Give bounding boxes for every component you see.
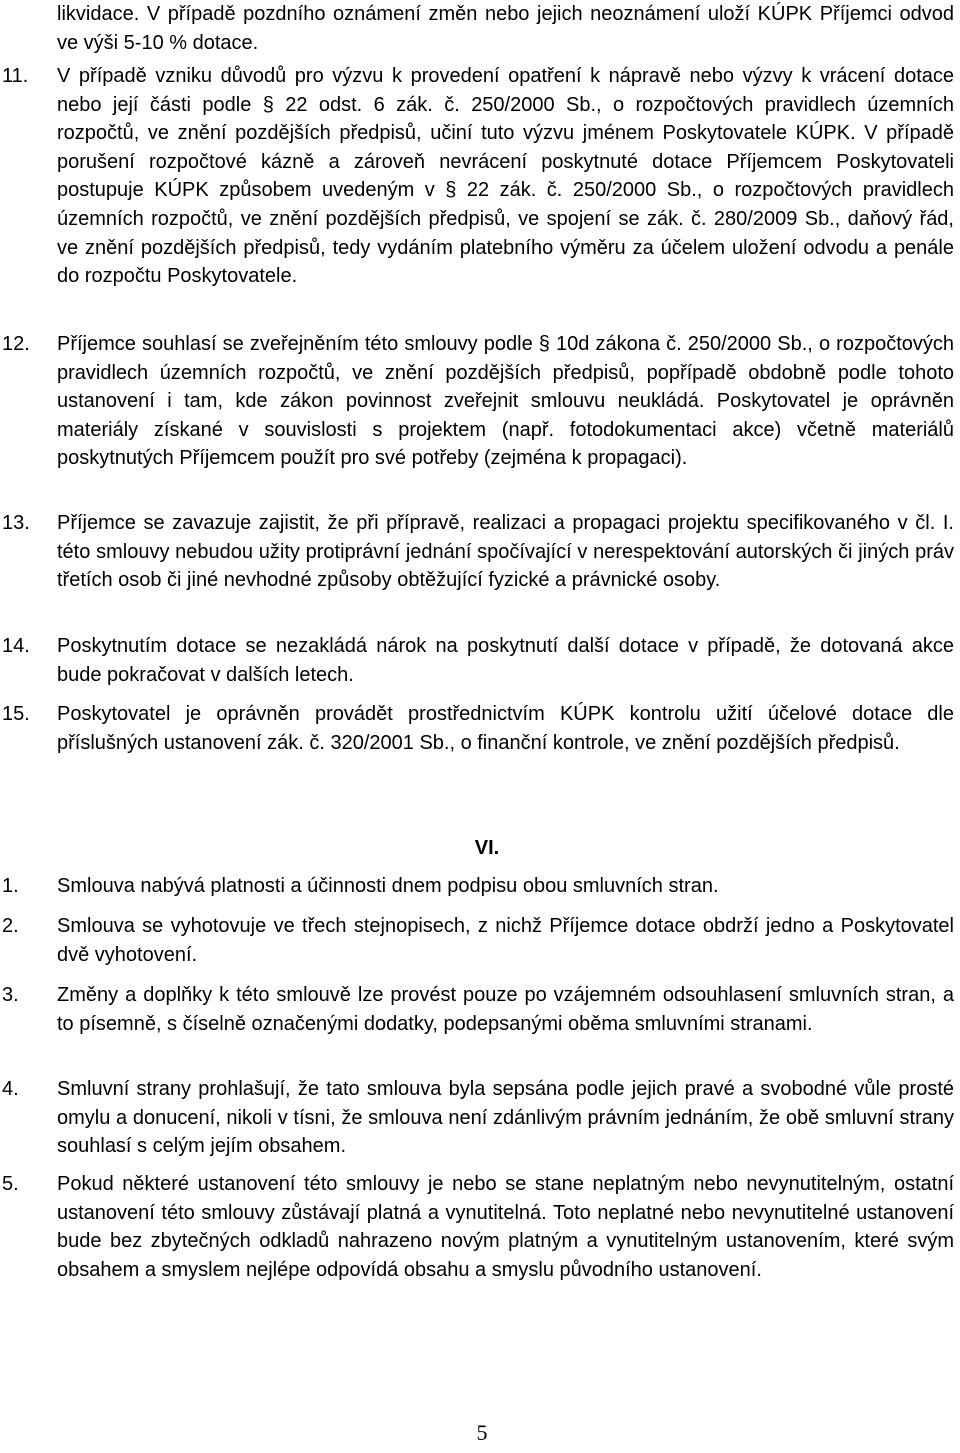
item-text: Změny a doplňky k této smlouvě lze provést pouze po vzájemném odsouhlasení smluvních stran, a to písemně, s číselně označenými dodatky, podepsanými oběma smluvními stranami. bbox=[57, 984, 954, 1035]
item-text: Poskytnutím dotace se nezakládá nárok na poskytnutí další dotace v případě, že dotovaná akce bude pokračovat v dalších letech. bbox=[57, 635, 954, 686]
item-text: Smlouva se vyhotovuje ve třech stejnopisech, z nichž Příjemce dotace obdrží jedno a Poskytovatel dvě vyhotovení. bbox=[57, 915, 954, 966]
list-item-15 bbox=[0, 700, 960, 757]
item-number: 14. bbox=[2, 635, 30, 657]
section-vi-item-5 bbox=[0, 1170, 960, 1284]
item-number: 3. bbox=[2, 984, 19, 1006]
section-heading: VI. bbox=[474, 837, 500, 859]
continuation-paragraph bbox=[0, 0, 960, 57]
list-item-13 bbox=[0, 509, 960, 595]
section-vi-item-1 bbox=[0, 872, 960, 901]
item-text: Příjemce se zavazuje zajistit, že při přípravě, realizaci a propagaci projektu specifikovaného v čl. I. této smlouvy nebudou užity protiprávní jednání spočívající v nerespektování autorských či jiných práv třetích osob či jiné nevhodné způsoby obtěžující fyzické a právnické osoby. bbox=[57, 512, 954, 592]
item-number: 5. bbox=[2, 1173, 19, 1195]
list-item-12 bbox=[0, 330, 960, 473]
item-number: 2. bbox=[2, 915, 19, 937]
item-text: Smluvní strany prohlašují, že tato smlouva byla sepsána podle jejich pravé a svobodné vůle prosté omylu a donucení, nikoli v tísni, že smlouva není zdánlivým právním jednáním, že obě smluvní strany souhlasí s celým jejím obsahem. bbox=[57, 1078, 954, 1158]
item-number: 4. bbox=[2, 1078, 19, 1100]
item-text: Poskytovatel je oprávněn provádět prostřednictvím KÚPK kontrolu užití účelové dotace dle příslušných ustanovení zák. č. 320/2001 Sb., o finanční kontrole, ve znění pozdějších předpisů. bbox=[57, 703, 954, 754]
item-text: Příjemce souhlasí se zveřejněním této smlouvy podle § 10d zákona č. 250/2000 Sb., o rozpočtových pravidlech územních rozpočtů, ve znění pozdějších předpisů, popřípadě obdobně podle tohoto ustanovení i tam, kde zákon povinnost zveřejnit smlouvu neukládá. Poskytovatel je oprávněn materiály získané v souvislosti s projektem (např. fotodokumentaci akce) včetně materiálů poskytnutých Příjemcem použít pro své potřeby (zejména k propagaci). bbox=[57, 333, 954, 470]
item-text: Pokud některé ustanovení této smlouvy je nebo se stane neplatným nebo nevynutitelným, ostatní ustanovení této smlouvy zůstávají platná a vynutitelná. Toto neplatné nebo nevynutitelné ustanovení bude bez zbytečných odkladů nahrazeno novým platným a vynutitelným ustanovením, které svým obsahem a smyslem nejlépe odpovídá obsahu a smyslu původního ustanovení. bbox=[57, 1173, 954, 1281]
item-number: 1. bbox=[2, 875, 19, 897]
list-item-14 bbox=[0, 632, 960, 689]
list-item-11 bbox=[0, 62, 960, 291]
section-vi-item-4 bbox=[0, 1075, 960, 1161]
item-number: 11. bbox=[2, 65, 29, 87]
page-number: 5 bbox=[476, 1420, 488, 1445]
section-vi-item-2 bbox=[0, 912, 960, 969]
item-number: 12. bbox=[2, 333, 30, 355]
section-vi-item-3 bbox=[0, 981, 960, 1038]
item-text: V případě vzniku důvodů pro výzvu k provedení opatření k nápravě nebo výzvy k vrácení dotace nebo její části podle § 22 odst. 6 zák. č. 250/2000 Sb., o rozpočtových pravidlech územních rozpočtů, ve znění pozdějších předpisů, učiní tuto výzvu jménem Poskytovatele KÚPK. V případě porušení rozpočtové kázně a zároveň nevrácení poskytnuté dotace Příjemcem Poskytovateli postupuje KÚPK způsobem uvedeným v § 22 zák. č. 250/2000 Sb., o rozpočtových pravidlech územních rozpočtů, ve znění pozdějších předpisů, ve spojení se zák. č. 280/2009 Sb., daňový řád, ve znění pozdějších předpisů, tedy vydáním platebního výměru za účelem uložení odvodu a penále do rozpočtu Poskytovatele. bbox=[57, 65, 954, 288]
item-number: 13. bbox=[2, 512, 30, 534]
item-text: Smlouva nabývá platnosti a účinnosti dnem podpisu obou smluvních stran. bbox=[57, 875, 719, 897]
paragraph-text: likvidace. V případě pozdního oznámení změn nebo jejich neoznámení uloží KÚPK Příjemci odvod ve výši 5-10 % dotace. bbox=[57, 3, 954, 54]
item-number: 15. bbox=[2, 703, 30, 725]
